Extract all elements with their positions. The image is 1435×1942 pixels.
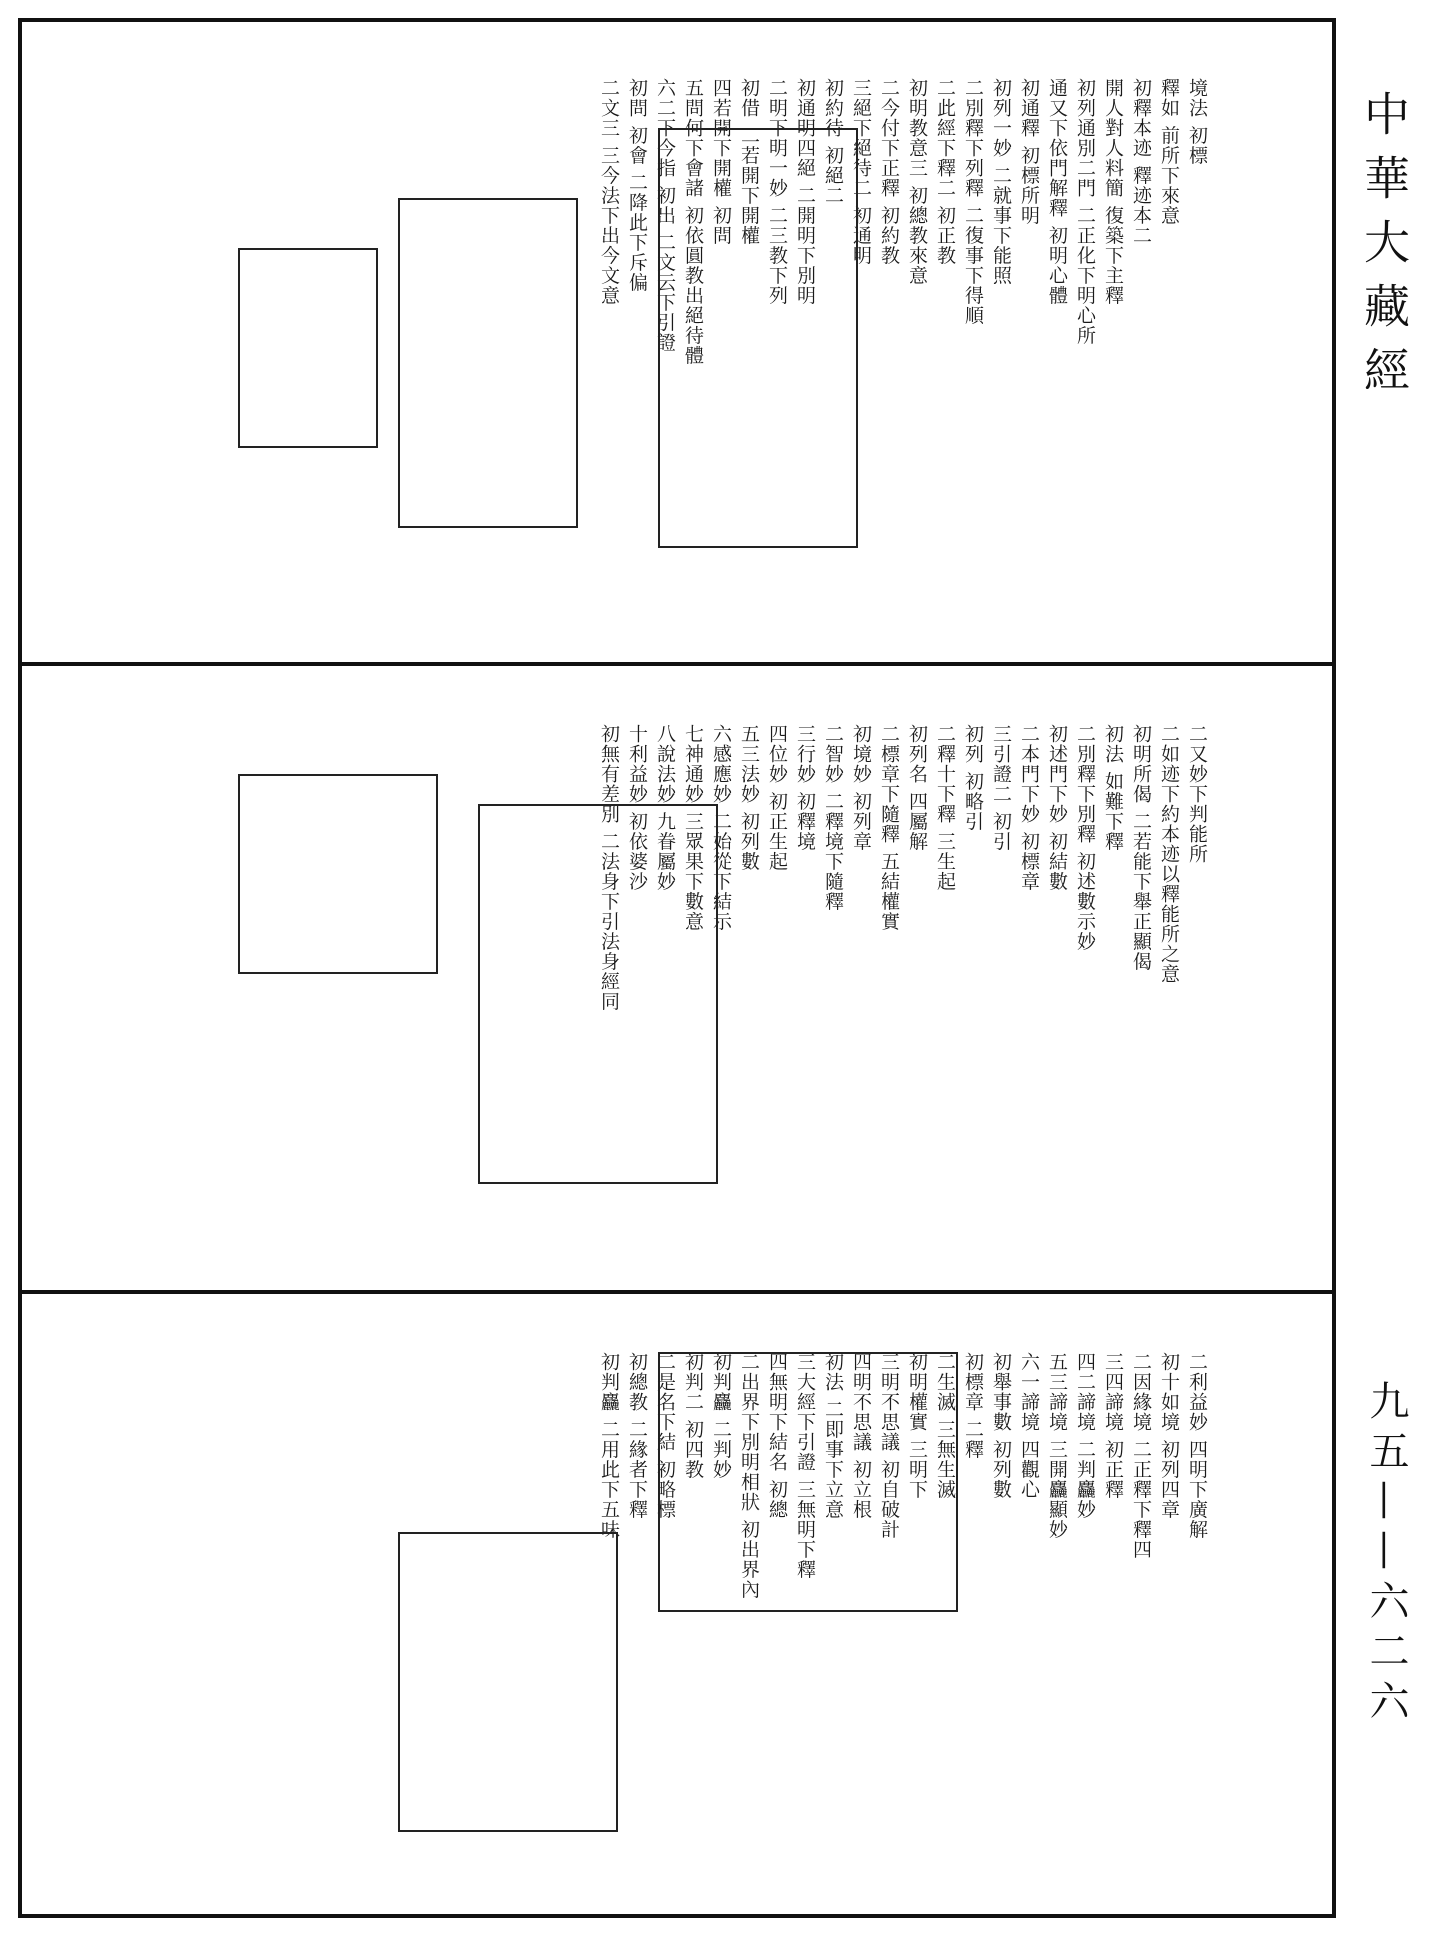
text-column: 初判麤 二用此下五味	[598, 1352, 620, 1540]
text-column: 四二諦境 二判麤妙	[1074, 1352, 1096, 1520]
text-column: 初境妙 初列章	[850, 724, 872, 852]
text-column: 四若開下開權 初問	[710, 78, 732, 246]
page-number: 九五——六二六	[1363, 1380, 1409, 1730]
text-column: 三明不思議 初自破計	[878, 1352, 900, 1540]
text-column: 二明下明一妙 二三教下列	[766, 78, 788, 306]
text-column: 二本門下妙 初標章	[1018, 724, 1040, 892]
text-column: 釋如 前所下來意	[1158, 78, 1180, 226]
text-column: 初約待 初絕二	[822, 78, 844, 206]
text-column: 初列一妙 二就事下能照	[990, 78, 1012, 286]
text-column: 初法 二即事下立意	[822, 1352, 844, 1520]
text-column: 二生滅 三無生滅	[934, 1352, 956, 1500]
text-column: 二利益妙 四明下廣解	[1186, 1352, 1208, 1540]
outline-bracket	[398, 1532, 618, 1832]
outline-bracket	[658, 128, 858, 548]
text-column: 初通明四絕 二開明下別明	[794, 78, 816, 306]
outline-bracket	[398, 198, 578, 528]
text-column: 初述門下妙 初結數	[1046, 724, 1068, 892]
text-column: 四明不思議 初立根	[850, 1352, 872, 1520]
text-column: 六二下今指 初出 二文云下引證	[654, 78, 676, 353]
text-column: 三絕下絕待二 初通明	[850, 78, 872, 266]
text-column: 二釋十下釋 三生起	[934, 724, 956, 892]
text-column: 七神通妙 三眾果下數意	[682, 724, 704, 932]
text-column: 二今付下正釋 初約教	[878, 78, 900, 266]
text-column: 二文三 三今法下出今文意	[598, 78, 620, 306]
text-column: 十利益妙 初依婆沙	[626, 724, 648, 892]
text-column: 二此經下釋二 初正教	[934, 78, 956, 266]
text-column: 二標章下隨釋 五結權實	[878, 724, 900, 932]
text-column: 初舉事數 初列數	[990, 1352, 1012, 1500]
text-column: 初明權實 三明下	[906, 1352, 928, 1500]
outline-bracket	[238, 248, 378, 448]
text-column: 二別釋下別釋 初述數示妙	[1074, 724, 1096, 952]
text-column: 四位妙 初正生起	[766, 724, 788, 872]
text-column: 三引證二 初引	[990, 724, 1012, 852]
text-column: 四無明下結名 初總	[766, 1352, 788, 1520]
text-column: 初借 二若開下開權	[738, 78, 760, 246]
text-column: 通又下依門解釋 初明心體	[1046, 78, 1068, 306]
text-column: 三四諦境 初正釋	[1102, 1352, 1124, 1500]
text-column: 境法 初標	[1186, 78, 1208, 166]
outline-bracket	[238, 774, 438, 974]
volume-title: 中華大藏經	[1357, 90, 1411, 410]
text-column: 初判二 初四教	[682, 1352, 704, 1480]
text-column: 二智妙 二釋境下隨釋	[822, 724, 844, 912]
text-column: 二因緣境 二正釋下釋四	[1130, 1352, 1152, 1560]
panel-bot	[18, 1292, 1336, 1918]
text-column: 初問 初會 二降此下斥偏	[626, 78, 648, 293]
text-column: 二又妙下判能所	[1186, 724, 1208, 864]
text-column: 初無有差別 二法身下引法身經同	[598, 724, 620, 1012]
text-column: 五三法妙 初列數	[738, 724, 760, 872]
text-column: 六一諦境 四觀心	[1018, 1352, 1040, 1500]
text-column: 初標章 二釋	[962, 1352, 984, 1460]
text-column: 二出界下別明相狀 初出界內	[738, 1352, 760, 1600]
text-column: 五三諦境 三開麤顯妙	[1046, 1352, 1068, 1540]
text-column: 二如迹下約本迹以釋能所之意	[1158, 724, 1180, 984]
text-column: 開人對人料簡 復築下主釋	[1102, 78, 1124, 306]
text-column: 初總教 二緣者下釋	[626, 1352, 648, 1520]
text-column: 初明所偈 二若能下舉正顯偈	[1130, 724, 1152, 972]
text-column: 五問何下會諸 初依圓教出絕待體	[682, 78, 704, 366]
text-column: 八說法妙 九眷屬妙	[654, 724, 676, 892]
text-column: 初明教意三 初總教來意	[906, 78, 928, 286]
text-column: 初通釋 初標所明	[1018, 78, 1040, 226]
text-column: 三大經下引證 三無明下釋	[794, 1352, 816, 1580]
text-column: 初釋本迹 釋迹本二	[1130, 78, 1152, 246]
text-column: 初列 初略引	[962, 724, 984, 832]
outline-bracket	[478, 804, 718, 1184]
outline-bracket	[658, 1352, 958, 1612]
text-column: 二是名下結 初略標	[654, 1352, 676, 1520]
panel-top	[18, 18, 1336, 664]
text-column: 初法 如難下釋	[1102, 724, 1124, 852]
text-column: 二別釋下列釋 二復事下得順	[962, 78, 984, 326]
text-column: 初列通別二門 二正化下明心所	[1074, 78, 1096, 346]
text-column: 初十如境 初列四章	[1158, 1352, 1180, 1520]
text-column: 初列名 四屬解	[906, 724, 928, 852]
text-column: 初判麤 二判妙	[710, 1352, 732, 1480]
text-column: 三行妙 初釋境	[794, 724, 816, 852]
panel-mid	[18, 664, 1336, 1292]
text-column: 六感應妙 二始從下結示	[710, 724, 732, 932]
